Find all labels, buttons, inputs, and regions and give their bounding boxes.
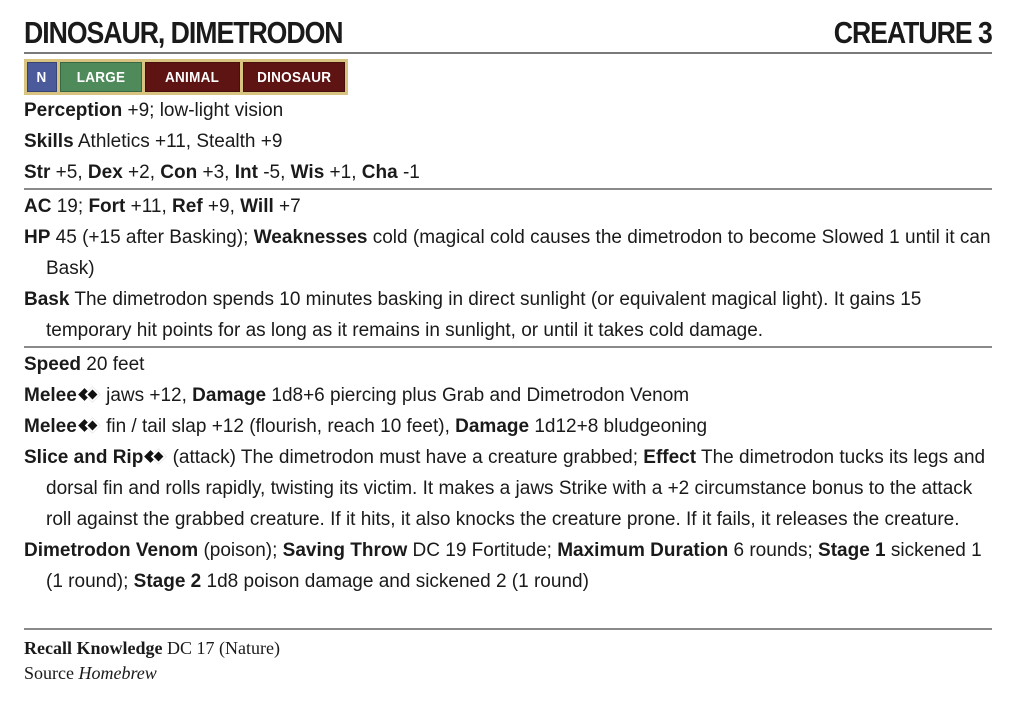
one-action-icon	[80, 387, 98, 403]
creature-level: CREATURE 3	[833, 15, 992, 50]
abilities-line: Str +5, Dex +2, Con +3, Int -5, Wis +1, Cha -1	[24, 162, 420, 183]
slice-and-rip-ability: Slice and Rip (attack) The dimetrodon must have a creature grabbed; Effect The dimetrodon tucks its legs and dorsal fin and rolls rapidly, twisting its victim. It makes a jaws Strike with a +2 circumstance bonus to the attack roll against the grabbed creature. If it hits, it also knocks the creature prone. If it fails, it releases the creature.	[24, 447, 986, 530]
bask-ability: Bask The dimetrodon spends 10 minutes basking in direct sunlight (or equivalent magical light). It gains 15 temporary hit points for as long as it remains in sunlight, or until it takes cold damage.	[24, 289, 922, 341]
melee-jaws: Melee jaws +12, Damage 1d8+6 piercing plus Grab and Dimetrodon Venom	[24, 385, 690, 406]
recall-knowledge: Recall Knowledge DC 17 (Nature)	[24, 638, 280, 658]
trait-animal: ANIMAL	[145, 62, 240, 92]
statblock-header	[24, 12, 992, 54]
defense-section	[24, 191, 992, 346]
stats-section	[24, 95, 992, 188]
divider	[24, 188, 992, 190]
defenses-line: AC 19; Fort +11, Ref +9, Will +7	[24, 196, 301, 217]
source-line: Source Homebrew	[24, 663, 157, 683]
trait-size: LARGE	[60, 62, 142, 92]
hp-line: HP 45 (+15 after Basking); Weaknesses cold (magical cold causes the dimetrodon to become Slowed 1 until it can Bask)	[24, 227, 991, 279]
trait-dinosaur: DINOSAUR	[243, 62, 345, 92]
melee-fin-tail: Melee fin / tail slap +12 (flourish, reach 10 feet), Damage 1d12+8 bludgeoning	[24, 416, 708, 437]
skills-line: Skills Athletics +11, Stealth +9	[24, 131, 283, 152]
trait-bar	[24, 59, 348, 95]
trait-alignment: N	[27, 62, 57, 92]
creature-name: DINOSAUR, DIMETRODON	[24, 15, 343, 50]
perception-line: Perception +9; low-light vision	[24, 100, 284, 121]
divider	[24, 628, 992, 630]
divider	[24, 346, 992, 348]
one-action-icon	[80, 418, 98, 434]
offense-section	[24, 349, 992, 597]
footer-section	[24, 636, 992, 686]
dimetrodon-venom-ability: Dimetrodon Venom (poison); Saving Throw DC 19 Fortitude; Maximum Duration 6 rounds; Stage 1 sickened 1 (1 round); Stage 2 1d8 poison damage and sickened 2 (1 round)	[24, 540, 982, 592]
one-action-icon	[146, 449, 164, 465]
speed-line: Speed 20 feet	[24, 354, 145, 375]
